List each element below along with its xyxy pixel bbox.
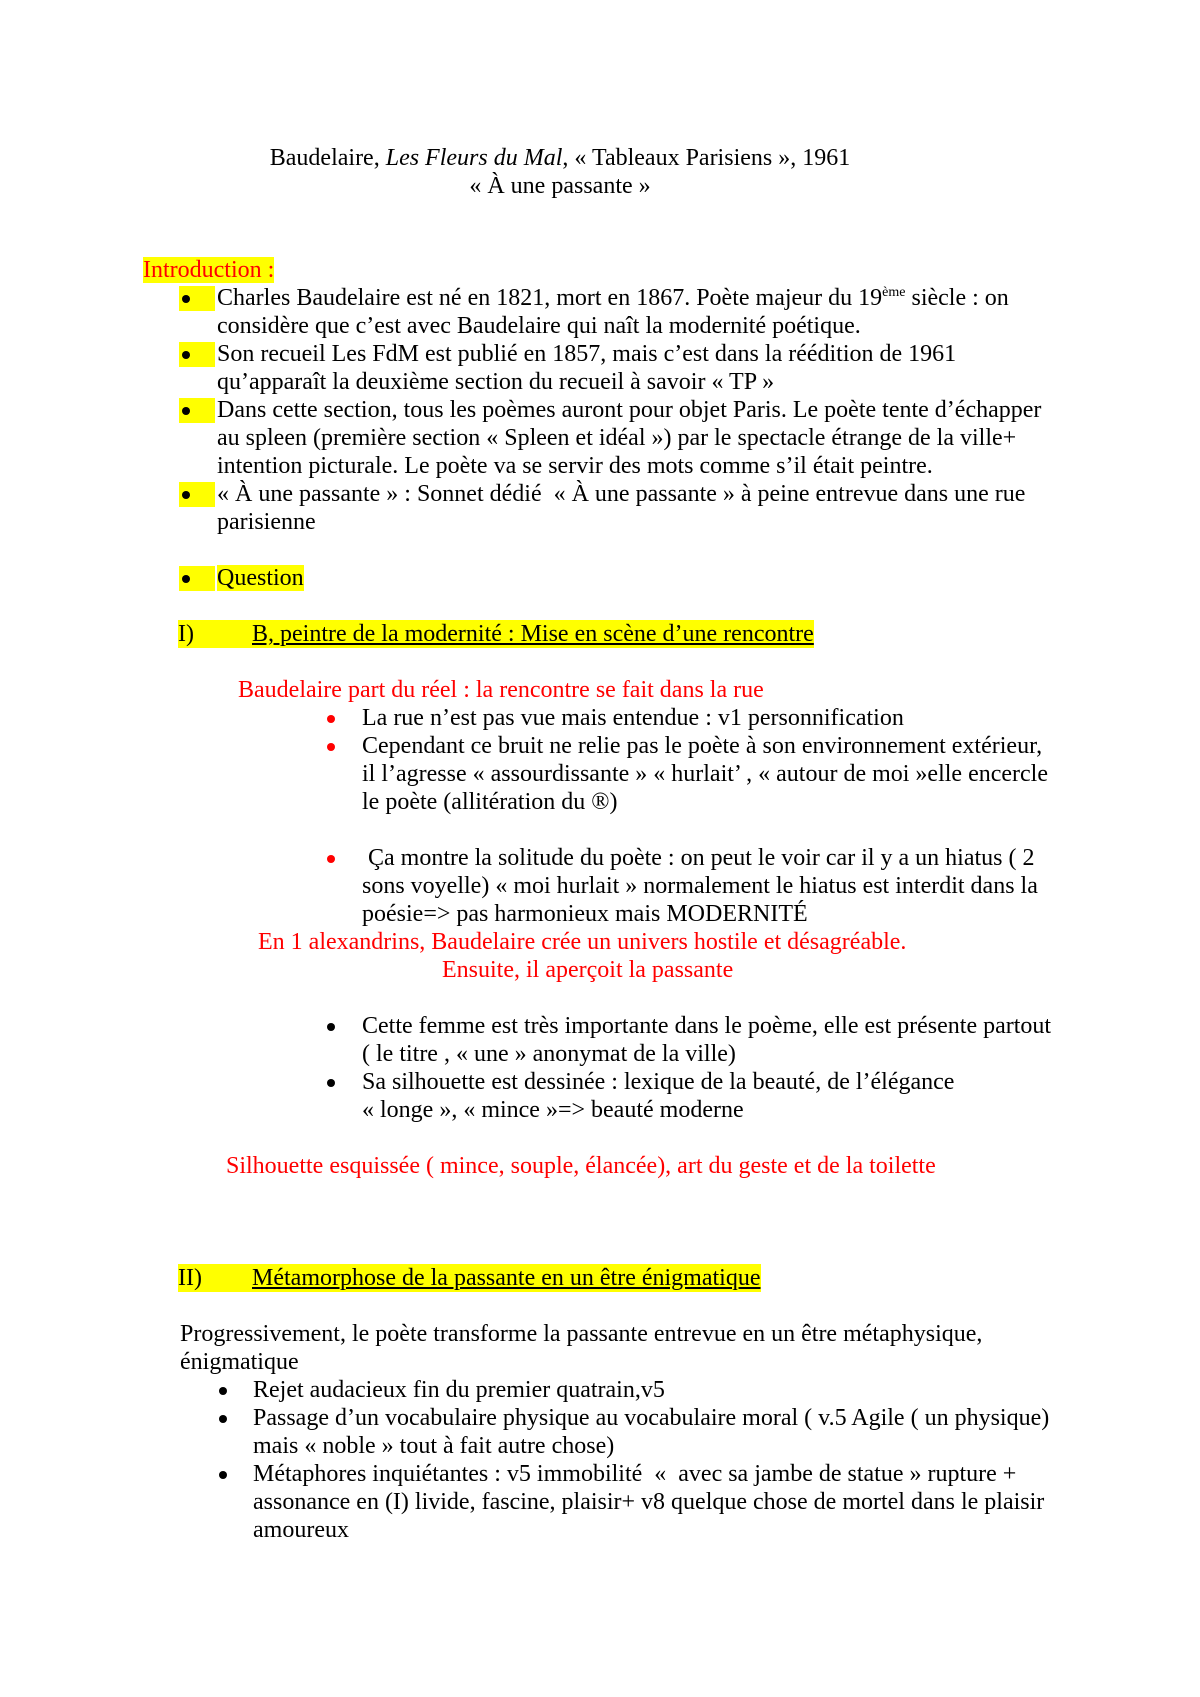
- document-title: [180, 144, 940, 172]
- bullet-icon: [182, 351, 190, 359]
- bullet-text: Dans cette section, tous les poèmes auront pour objet Paris. Le poète tente d’échapper: [217, 397, 1042, 423]
- section-2-intro-line: énigmatique: [180, 1349, 299, 1375]
- spacer: [0, 648, 1200, 676]
- spacer: [0, 1124, 1200, 1152]
- section-heading-highlight: [178, 620, 814, 648]
- section-number: I): [178, 621, 194, 647]
- bullet-line: intention picturale. Le poète va se servir des mots comme s’il était peintre.: [217, 453, 933, 479]
- bullet-line: amoureux: [253, 1517, 349, 1543]
- introduction-heading: [0, 256, 1200, 284]
- spacer: [0, 1208, 1200, 1236]
- bullet-line: sons voyelle) « moi hurlait » normalement le hiatus est interdit dans la: [362, 873, 1038, 899]
- spacer: [0, 592, 1200, 620]
- bullet-icon: [182, 575, 190, 583]
- introduction-bullet: [0, 284, 1200, 340]
- spacer: [0, 984, 1200, 1012]
- question-bullet: [0, 564, 1200, 592]
- spacer: [0, 1236, 1200, 1264]
- bullet-icon: [182, 407, 190, 415]
- red-bullet: [0, 732, 1200, 816]
- bullet-line: considère que c’est avec Baudelaire qui naît la modernité poétique.: [217, 313, 861, 339]
- transition-line: En 1 alexandrins, Baudelaire crée un univers hostile et désagréable.: [258, 929, 907, 955]
- bullet-item: [0, 1068, 1200, 1124]
- question-text: Question: [217, 565, 304, 591]
- bullet-line: le poète (allitération du ®): [362, 789, 618, 815]
- transition-line: Ensuite, il aperçoit la passante: [442, 957, 734, 983]
- highlighted-bullet: [179, 566, 215, 591]
- title-author: Baudelaire,: [269, 145, 386, 171]
- section-number: II): [178, 1265, 202, 1291]
- introduction-bullet: [0, 340, 1200, 396]
- spacer: [0, 1180, 1200, 1208]
- bullet-text: Son recueil Les FdM est publié en 1857, mais c’est dans la réédition de 1961: [217, 341, 957, 367]
- bullet-line: [0, 732, 1200, 760]
- section-2-intro-line: Progressivement, le poète transforme la passante entrevue en un être métaphysique,: [180, 1321, 983, 1347]
- section-title: B, peintre de la modernité : Mise en scène d’une rencontre: [252, 621, 814, 647]
- bullet-icon: [182, 295, 190, 303]
- spacer: [0, 1292, 1200, 1320]
- bullet-item: [0, 1376, 1200, 1404]
- bullet-icon: [327, 743, 335, 751]
- bullet-text: La rue n’est pas vue mais entendue : v1 personnification: [362, 705, 904, 731]
- spacer: [0, 228, 1200, 256]
- section-heading-highlight: [178, 1264, 761, 1292]
- poem-title: « À une passante »: [469, 173, 651, 199]
- title-work: Les Fleurs du Mal: [385, 145, 563, 171]
- bullet-line: [0, 844, 1200, 872]
- spacer: [0, 200, 1200, 228]
- bullet-line: [0, 480, 1200, 508]
- introduction-bullet: [0, 396, 1200, 480]
- bullet-line: au spleen (première section « Spleen et idéal ») par le spectacle étrange de la ville+: [217, 425, 1017, 451]
- bullet-line: [0, 1068, 1200, 1096]
- introduction-heading-text: Introduction :: [143, 257, 275, 283]
- bullet-line: « longe », « mince »=> beauté moderne: [362, 1097, 744, 1123]
- bullet-line: [0, 340, 1200, 368]
- bullet-icon: [219, 1415, 227, 1423]
- introduction-bullet: [0, 480, 1200, 536]
- bullet-text: Cette femme est très importante dans le poème, elle est présente partout: [362, 1013, 1052, 1039]
- bullet-item: [0, 1012, 1200, 1068]
- bullet-icon: [327, 715, 335, 723]
- title-collection: , « Tableaux Parisiens », 1961: [562, 145, 851, 171]
- bullet-line: [0, 1012, 1200, 1040]
- bullet-line: [0, 1404, 1200, 1432]
- bullet-line: [0, 284, 1200, 312]
- bullet-line: [0, 1376, 1200, 1404]
- section-1-conclusion: Silhouette esquissée ( mince, souple, élancée), art du geste et de la toilette: [226, 1153, 936, 1179]
- bullet-icon: [219, 1387, 227, 1395]
- bullet-text: Sa silhouette est dessinée : lexique de la beauté, de l’élégance: [362, 1069, 955, 1095]
- section-1-heading: [0, 620, 1200, 648]
- bullet-line: [0, 1460, 1200, 1488]
- red-bullet: [0, 844, 1200, 928]
- highlighted-bullet: [179, 342, 215, 367]
- highlighted-bullet: [179, 286, 215, 311]
- bullet-line: parisienne: [217, 509, 316, 535]
- bullet-line: qu’apparaît la deuxième section du recueil à savoir « TP »: [217, 369, 775, 395]
- bullet-text: Métaphores inquiétantes : v5 immobilité « avec sa jambe de statue » rupture +: [253, 1461, 1017, 1487]
- bullet-text-tail: siècle : on: [905, 285, 1009, 311]
- bullet-line: mais « noble » tout à fait autre chose): [253, 1433, 615, 1459]
- bullet-line: assonance en (I) livide, fascine, plaisir+ v8 quelque chose de mortel dans le plaisir: [253, 1489, 1045, 1515]
- superscript: ème: [882, 285, 906, 300]
- bullet-line: il l’agresse « assourdissante » « hurlait’ , « autour de moi »elle encercle: [362, 761, 1048, 787]
- bullet-line: poésie=> pas harmonieux mais MODERNITÉ: [362, 901, 808, 927]
- bullet-text: Cependant ce bruit ne relie pas le poète à son environnement extérieur,: [362, 733, 1043, 759]
- bullet-text: Ça montre la solitude du poète : on peut le voir car il y a un hiatus ( 2: [362, 845, 1035, 871]
- bullet-text: Rejet audacieux fin du premier quatrain,v5: [253, 1377, 665, 1403]
- section-title: Métamorphose de la passante en un être énigmatique: [252, 1265, 761, 1291]
- spacer: [0, 816, 1200, 844]
- bullet-item: [0, 1404, 1200, 1460]
- highlighted-bullet: [179, 398, 215, 423]
- section-2-heading: [0, 1264, 1200, 1292]
- bullet-text: Charles Baudelaire est né en 1821, mort en 1867. Poète majeur du 19: [217, 285, 883, 311]
- highlighted-bullet: [179, 482, 215, 507]
- section-1-subheading: Baudelaire part du réel : la rencontre se fait dans la rue: [238, 677, 764, 703]
- bullet-item: [0, 1460, 1200, 1544]
- bullet-icon: [327, 1023, 335, 1031]
- bullet-icon: [219, 1471, 227, 1479]
- bullet-icon: [327, 855, 335, 863]
- spacer: [0, 536, 1200, 564]
- bullet-line: ( le titre , « une » anonymat de la ville): [362, 1041, 736, 1067]
- red-bullet: [0, 704, 1200, 732]
- bullet-line: [0, 396, 1200, 424]
- bullet-text: « À une passante » : Sonnet dédié « À une passante » à peine entrevue dans une rue: [217, 481, 1026, 507]
- bullet-line: [0, 704, 1200, 732]
- bullet-text: Passage d’un vocabulaire physique au vocabulaire moral ( v.5 Agile ( un physique): [253, 1405, 1050, 1431]
- bullet-icon: [327, 1079, 335, 1087]
- bullet-icon: [182, 491, 190, 499]
